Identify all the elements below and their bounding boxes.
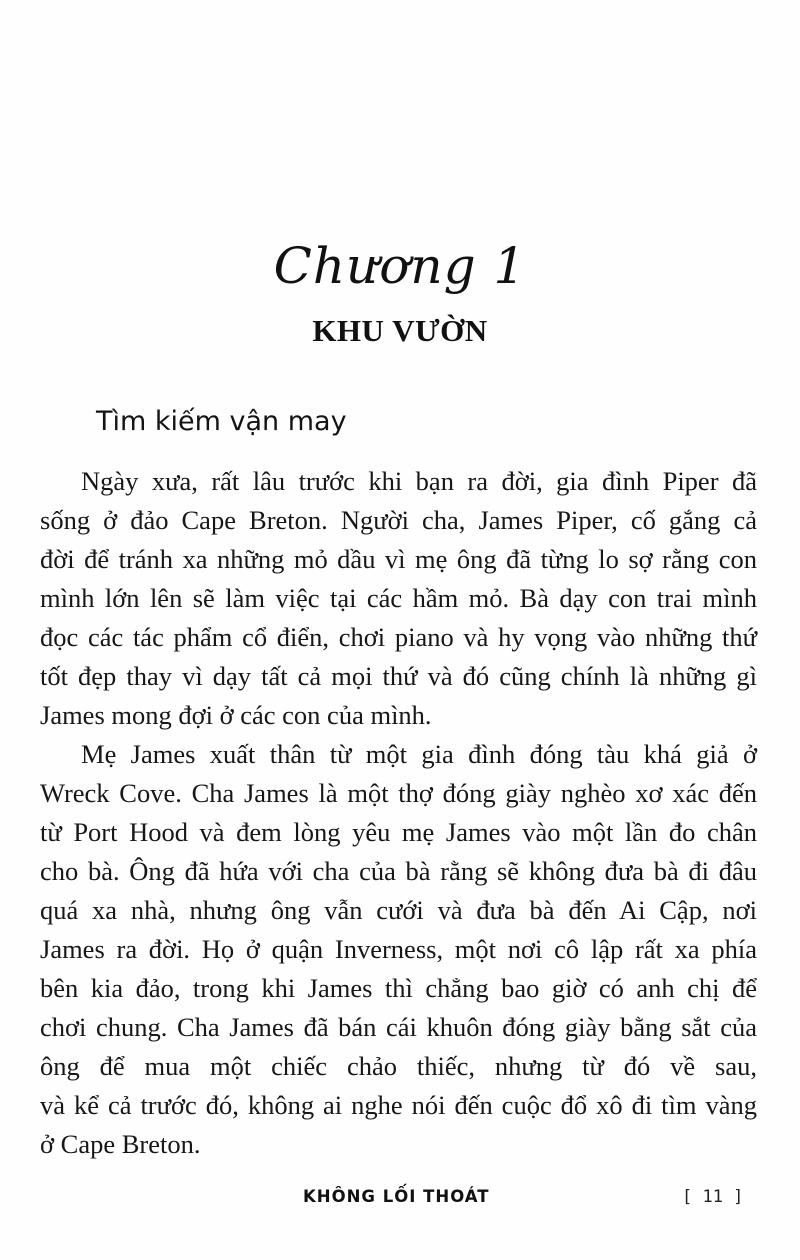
text-line: ông để mua một chiếc chảo thiếc, nhưng từ đó về sau, bbox=[40, 1051, 757, 1081]
text-line: quá xa nhà, nhưng ông vẫn cưới và đưa bà đến Ai Cập, nơi bbox=[40, 895, 757, 925]
text-line: Wreck Cove. Cha James là một thợ đóng giày nghèo xơ xác đến bbox=[40, 778, 757, 808]
text-line: ở Cape Breton. bbox=[40, 1129, 201, 1159]
text-line: James ra đời. Họ ở quận Inverness, một nơi cô lập rất xa phía bbox=[40, 934, 757, 964]
text-line: đọc các tác phẩm cổ điển, chơi piano và hy vọng vào những thứ bbox=[40, 622, 757, 652]
chapter-title: KHU VƯỜN bbox=[312, 313, 488, 348]
text-line: chơi chung. Cha James đã bán cái khuôn đóng giày bằng sắt của bbox=[40, 1012, 757, 1042]
text-line: James mong đợi ở các con của mình. bbox=[40, 700, 432, 730]
section-heading: Tìm kiếm vận may bbox=[96, 406, 347, 437]
text-line: sống ở đảo Cape Breton. Người cha, James Piper, cố gắng cả bbox=[40, 505, 757, 535]
text-line: bên kia đảo, trong khi James thì chẳng bao giờ có anh chị để bbox=[40, 973, 757, 1003]
text-line: mình lớn lên sẽ làm việc tại các hầm mỏ. Bà dạy con trai mình bbox=[40, 583, 757, 613]
text-line: cho bà. Ông đã hứa với cha của bà rằng sẽ không đưa bà đi đâu bbox=[40, 856, 757, 886]
text-line: Ngày xưa, rất lâu trước khi bạn ra đời, gia đình Piper đã bbox=[81, 466, 757, 496]
text-line: từ Port Hood và đem lòng yêu mẹ James vào một lần đo chân bbox=[40, 817, 757, 847]
text-line: đời để tránh xa những mỏ dầu vì mẹ ông đã từng lo sợ rằng con bbox=[40, 544, 757, 574]
chapter-label: Chương 1 bbox=[273, 237, 527, 295]
running-footer-book-title: KHÔNG LỐI THOÁT bbox=[303, 1187, 490, 1206]
text-line: Mẹ James xuất thân từ một gia đình đóng tàu khá giả ở bbox=[81, 739, 757, 769]
text-line: và kể cả trước đó, không ai nghe nói đến cuộc đổ xô đi tìm vàng bbox=[40, 1090, 757, 1120]
page-number: [ 11 ] bbox=[682, 1187, 744, 1207]
text-line: tốt đẹp thay vì dạy tất cả mọi thứ và đó cũng chính là những gì bbox=[40, 661, 757, 691]
